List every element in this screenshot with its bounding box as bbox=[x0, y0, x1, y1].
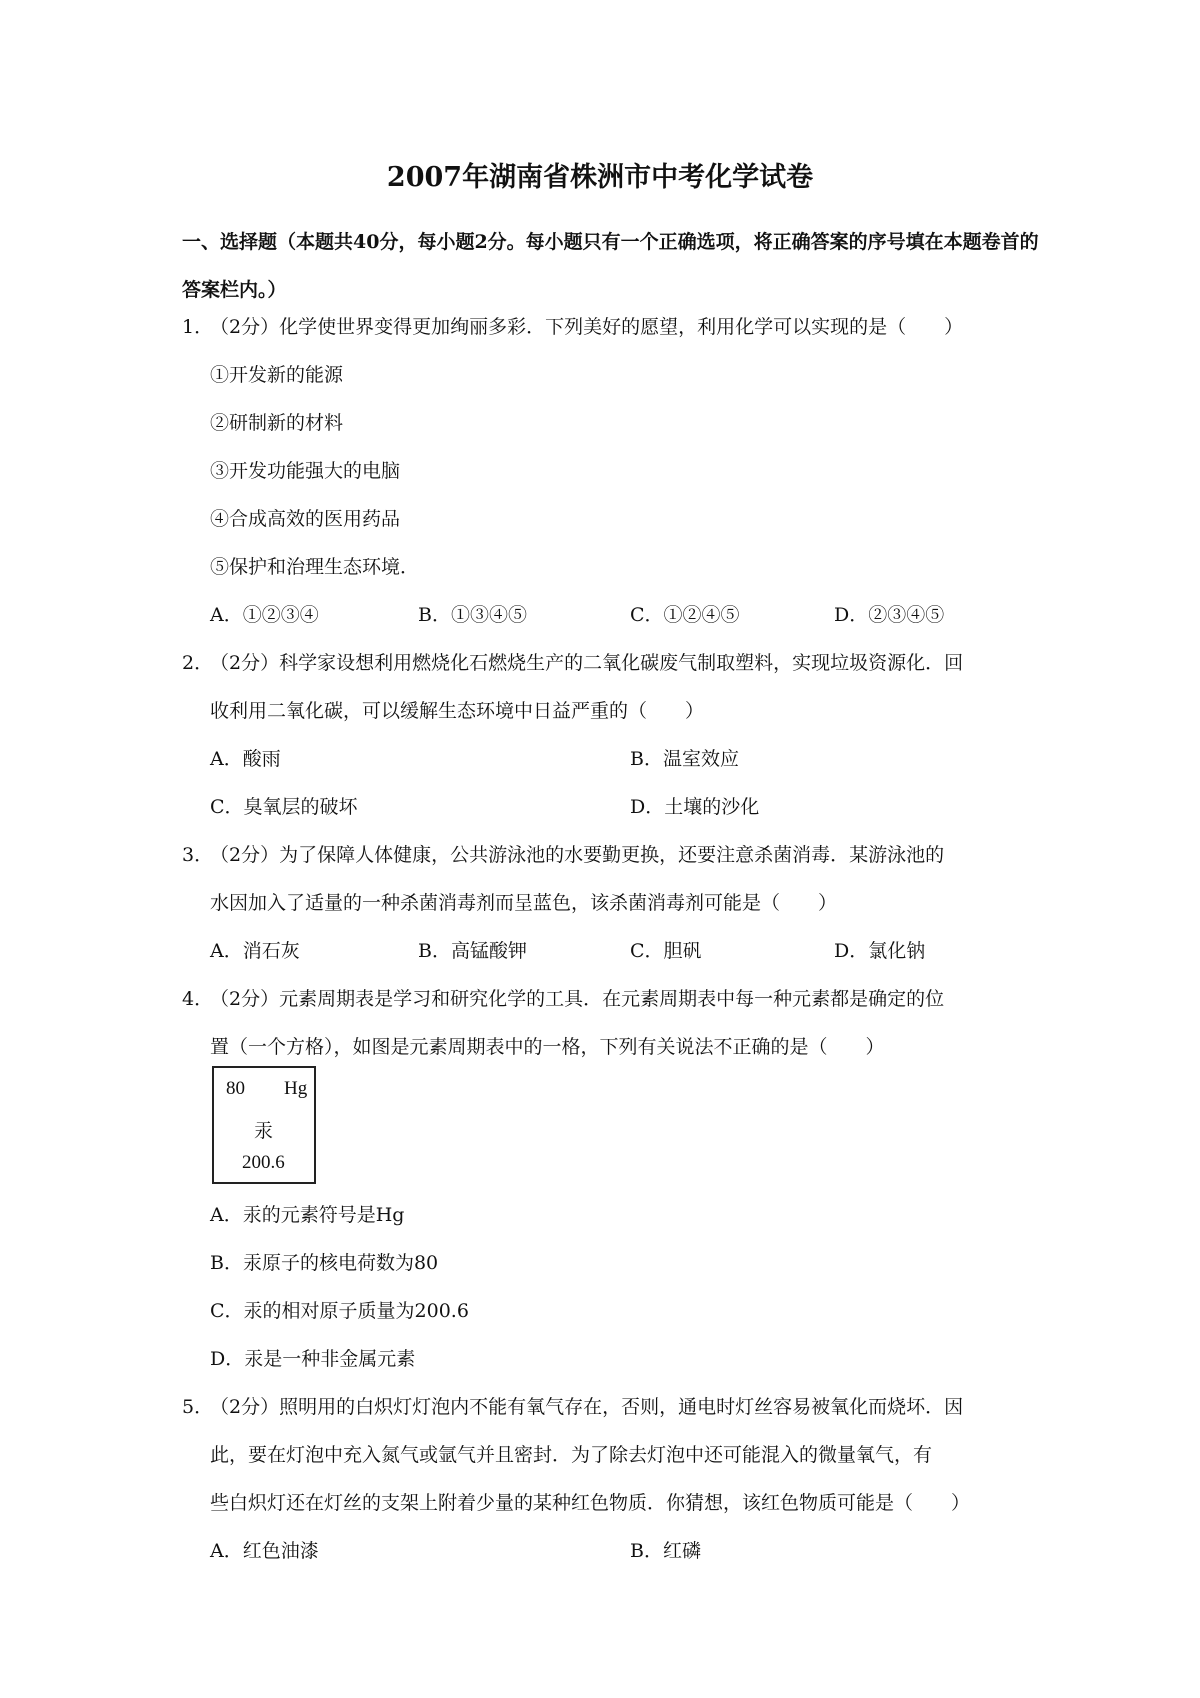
question-4-option-b[interactable]: B．汞原子的核电荷数为80 bbox=[210, 1252, 439, 1274]
question-5-stem-cont: 此，要在灯泡中充入氮气或氩气并且密封．为了除去灯泡中还可能混入的微量氧气，有 bbox=[210, 1444, 933, 1466]
question-4-option-a[interactable]: A．汞的元素符号是Hg bbox=[210, 1204, 405, 1226]
atomic-mass: 200.6 bbox=[242, 1152, 285, 1173]
question-4-option-c[interactable]: C．汞的相对原子质量为200.6 bbox=[210, 1300, 469, 1322]
question-1-item: ④合成高效的医用药品 bbox=[210, 508, 401, 530]
question-3-stem-cont: 水因加入了适量的一种杀菌消毒剂而呈蓝色，该杀菌消毒剂可能是（ ） bbox=[210, 892, 838, 914]
question-3-option-c[interactable]: C．胆矾 bbox=[630, 940, 702, 962]
question-4-option-d[interactable]: D．汞是一种非金属元素 bbox=[210, 1348, 416, 1370]
question-2-option-d[interactable]: D．土壤的沙化 bbox=[630, 796, 760, 818]
question-5-option-b[interactable]: B．红磷 bbox=[630, 1540, 701, 1562]
question-1-option-d[interactable]: D．②③④⑤ bbox=[834, 604, 945, 626]
question-2-number: 2． bbox=[182, 652, 214, 674]
question-4-number: 4． bbox=[182, 988, 214, 1010]
question-5-number: 5． bbox=[182, 1396, 214, 1418]
question-1-number: 1． bbox=[182, 316, 214, 338]
question-2-stem-cont: 收利用二氧化碳，可以缓解生态环境中日益严重的（ ） bbox=[210, 700, 705, 722]
question-3-option-a[interactable]: A．消石灰 bbox=[210, 940, 300, 962]
question-1-item: ⑤保护和治理生态环境． bbox=[210, 556, 420, 578]
question-1-item: ①开发新的能源 bbox=[210, 364, 344, 386]
section-heading: 一、选择题（本题共40分，每小题2分。每小题只有一个正确选项，将正确答案的序号填在本题卷首的答案栏内。） bbox=[182, 231, 1039, 301]
question-1-item: ③开发功能强大的电脑 bbox=[210, 460, 401, 482]
question-3-number: 3． bbox=[182, 844, 214, 866]
question-4-stem-cont: 置（一个方格），如图是元素周期表中的一格，下列有关说法不正确的是（ ） bbox=[210, 1036, 885, 1058]
question-1-stem: （2分）化学使世界变得更加绚丽多彩．下列美好的愿望，利用化学可以实现的是（ ） bbox=[210, 316, 964, 338]
question-5-stem-cont-2: 些白炽灯还在灯丝的支架上附着少量的某种红色物质．你猜想，该红色物质可能是（ ） bbox=[210, 1492, 971, 1514]
question-5-option-a[interactable]: A．红色油漆 bbox=[210, 1540, 319, 1562]
question-3-option-b[interactable]: B．高锰酸钾 bbox=[418, 940, 527, 962]
periodic-table-cell bbox=[212, 1066, 316, 1184]
page-title: 2007年湖南省株洲市中考化学试卷 bbox=[386, 162, 814, 193]
question-4-stem: （2分）元素周期表是学习和研究化学的工具．在元素周期表中每一种元素都是确定的位 bbox=[210, 988, 945, 1010]
atomic-number: 80 bbox=[226, 1078, 245, 1099]
question-2-option-b[interactable]: B．温室效应 bbox=[630, 748, 739, 770]
question-1-item: ②研制新的材料 bbox=[210, 412, 344, 434]
question-5-stem: （2分）照明用的白炽灯灯泡内不能有氧气存在，否则，通电时灯丝容易被氧化而烧坏．因 bbox=[210, 1396, 964, 1418]
question-1-option-c[interactable]: C．①②④⑤ bbox=[630, 604, 740, 626]
question-2-stem: （2分）科学家设想利用燃烧化石燃烧生产的二氧化碳废气制取塑料，实现垃圾资源化．回 bbox=[210, 652, 964, 674]
question-1-option-a[interactable]: A．①②③④ bbox=[210, 604, 319, 626]
element-symbol: Hg bbox=[284, 1078, 308, 1099]
question-2-option-c[interactable]: C．臭氧层的破坏 bbox=[210, 796, 358, 818]
question-1-option-b[interactable]: B．①③④⑤ bbox=[418, 604, 527, 626]
question-2-option-a[interactable]: A．酸雨 bbox=[210, 748, 281, 770]
question-3-option-d[interactable]: D．氯化钠 bbox=[834, 940, 926, 962]
question-3-stem: （2分）为了保障人体健康，公共游泳池的水要勤更换，还要注意杀菌消毒．某游泳池的 bbox=[210, 844, 945, 866]
element-name: 汞 bbox=[254, 1120, 274, 1142]
